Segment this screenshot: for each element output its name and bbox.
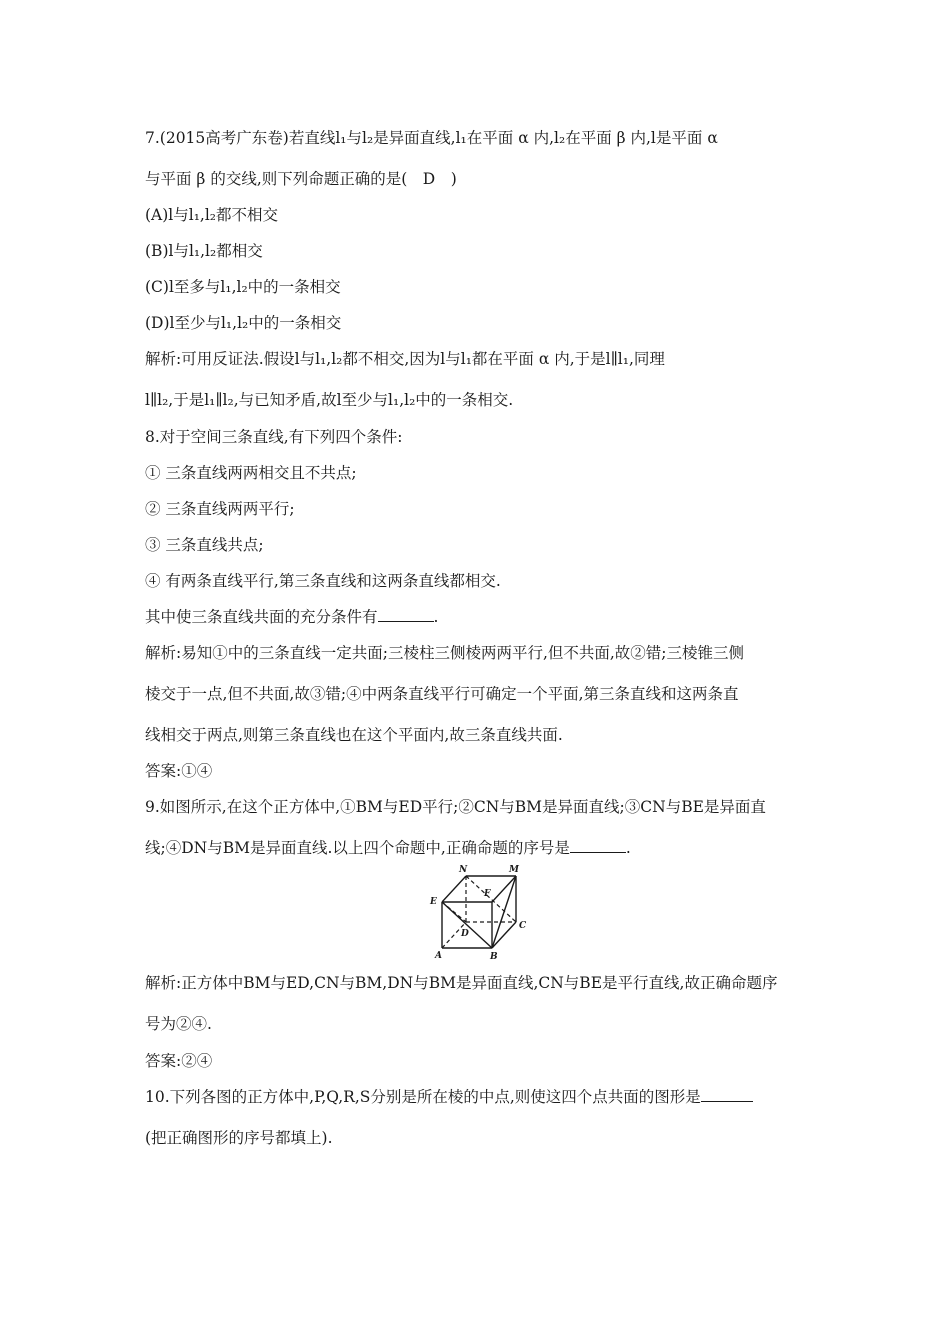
cube-edge-en [442, 876, 466, 902]
q9-stem-line1: 9.如图所示,在这个正方体中,①BM与ED平行;②CN与BM是异面直线;③CN与BE是异面直 [145, 798, 766, 816]
q9-stem-line2-text: 线;④DN与BM是异面直线.以上四个命题中,正确命题的序号是 [145, 839, 570, 857]
q7-option-a: (A)l与l₁,l₂都不相交 [145, 206, 279, 224]
q7-analysis-line2: l∥l₂,于是l₁∥l₂,与已知矛盾,故l至少与l₁,l₂中的一条相交. [145, 391, 514, 409]
cube-label-f: F [484, 889, 491, 899]
q9-answer-blank [570, 838, 626, 853]
q7-option-d: (D)l至少与l₁,l₂中的一条相交 [145, 314, 342, 332]
q8-condition-1: ① 三条直线两两相交且不共点; [145, 464, 357, 482]
q10-stem-line2: (把正确图形的序号都填上). [145, 1129, 333, 1147]
q9-analysis-line1: 解析:正方体中BM与ED,CN与BM,DN与BM是异面直线,CN与BE是平行直线,故正确命题序 [145, 974, 778, 992]
q9-stem-line2-end: . [625, 839, 631, 857]
q9-answer: 答案:②④ [145, 1052, 213, 1070]
cube-line-bm [492, 876, 516, 948]
cube-label-m: M [509, 865, 519, 875]
q9-analysis-line2: 号为②④. [145, 1015, 212, 1033]
cube-label-a: A [435, 951, 442, 961]
q7-option-c: (C)l至多与l₁,l₂中的一条相交 [145, 278, 341, 296]
q8-question [145, 607, 438, 627]
q8-answer: 答案:①④ [145, 762, 213, 780]
q8-condition-2: ② 三条直线两两平行; [145, 500, 295, 518]
q10-stem-line1-text: 10.下列各图的正方体中,P,Q,R,S分别是所在棱的中点,则使这四个点共面的图形是 [145, 1088, 701, 1106]
q10-answer-blank [701, 1087, 753, 1102]
q9-stem-line2 [145, 838, 631, 858]
cube-label-d: D [461, 929, 469, 939]
cube-figure [420, 862, 530, 962]
q8-stem: 8.对于空间三条直线,有下列四个条件: [145, 428, 403, 446]
cube-label-c: C [519, 921, 527, 931]
q7-stem-line1: 7.(2015高考广东卷)若直线l₁与l₂是异面直线,l₁在平面 α 内,l₂在平面 β 内,l是平面 α [145, 129, 718, 147]
q7-stem-line2: 与平面 β 的交线,则下列命题正确的是( D ) [145, 170, 457, 188]
cube-label-n: N [459, 865, 468, 875]
q8-question-end: . [433, 608, 439, 626]
q7-option-b: (B)l与l₁,l₂都相交 [145, 242, 263, 260]
q7-analysis-line1: 解析:可用反证法.假设l与l₁,l₂都不相交,因为l与l₁都在平面 α 内,于是l∥l₁,同理 [145, 350, 665, 368]
q8-condition-3: ③ 三条直线共点; [145, 536, 264, 554]
q10-stem-line1 [145, 1087, 753, 1107]
q8-analysis-line2: 棱交于一点,但不共面,故③错;④中两条直线平行可确定一个平面,第三条直线和这两条直 [145, 685, 739, 703]
q8-analysis-line3: 线相交于两点,则第三条直线也在这个平面内,故三条直线共面. [145, 726, 563, 744]
q8-condition-4: ④ 有两条直线平行,第三条直线和这两条直线都相交. [145, 572, 501, 590]
q8-answer-blank [378, 607, 434, 622]
q8-question-text: 其中使三条直线共面的充分条件有 [145, 608, 378, 626]
cube-label-b: B [490, 952, 498, 962]
q8-analysis-line1: 解析:易知①中的三条直线一定共面;三棱柱三侧棱两两平行,但不共面,故②错;三棱锥三侧 [145, 644, 745, 662]
cube-label-e: E [430, 897, 437, 907]
